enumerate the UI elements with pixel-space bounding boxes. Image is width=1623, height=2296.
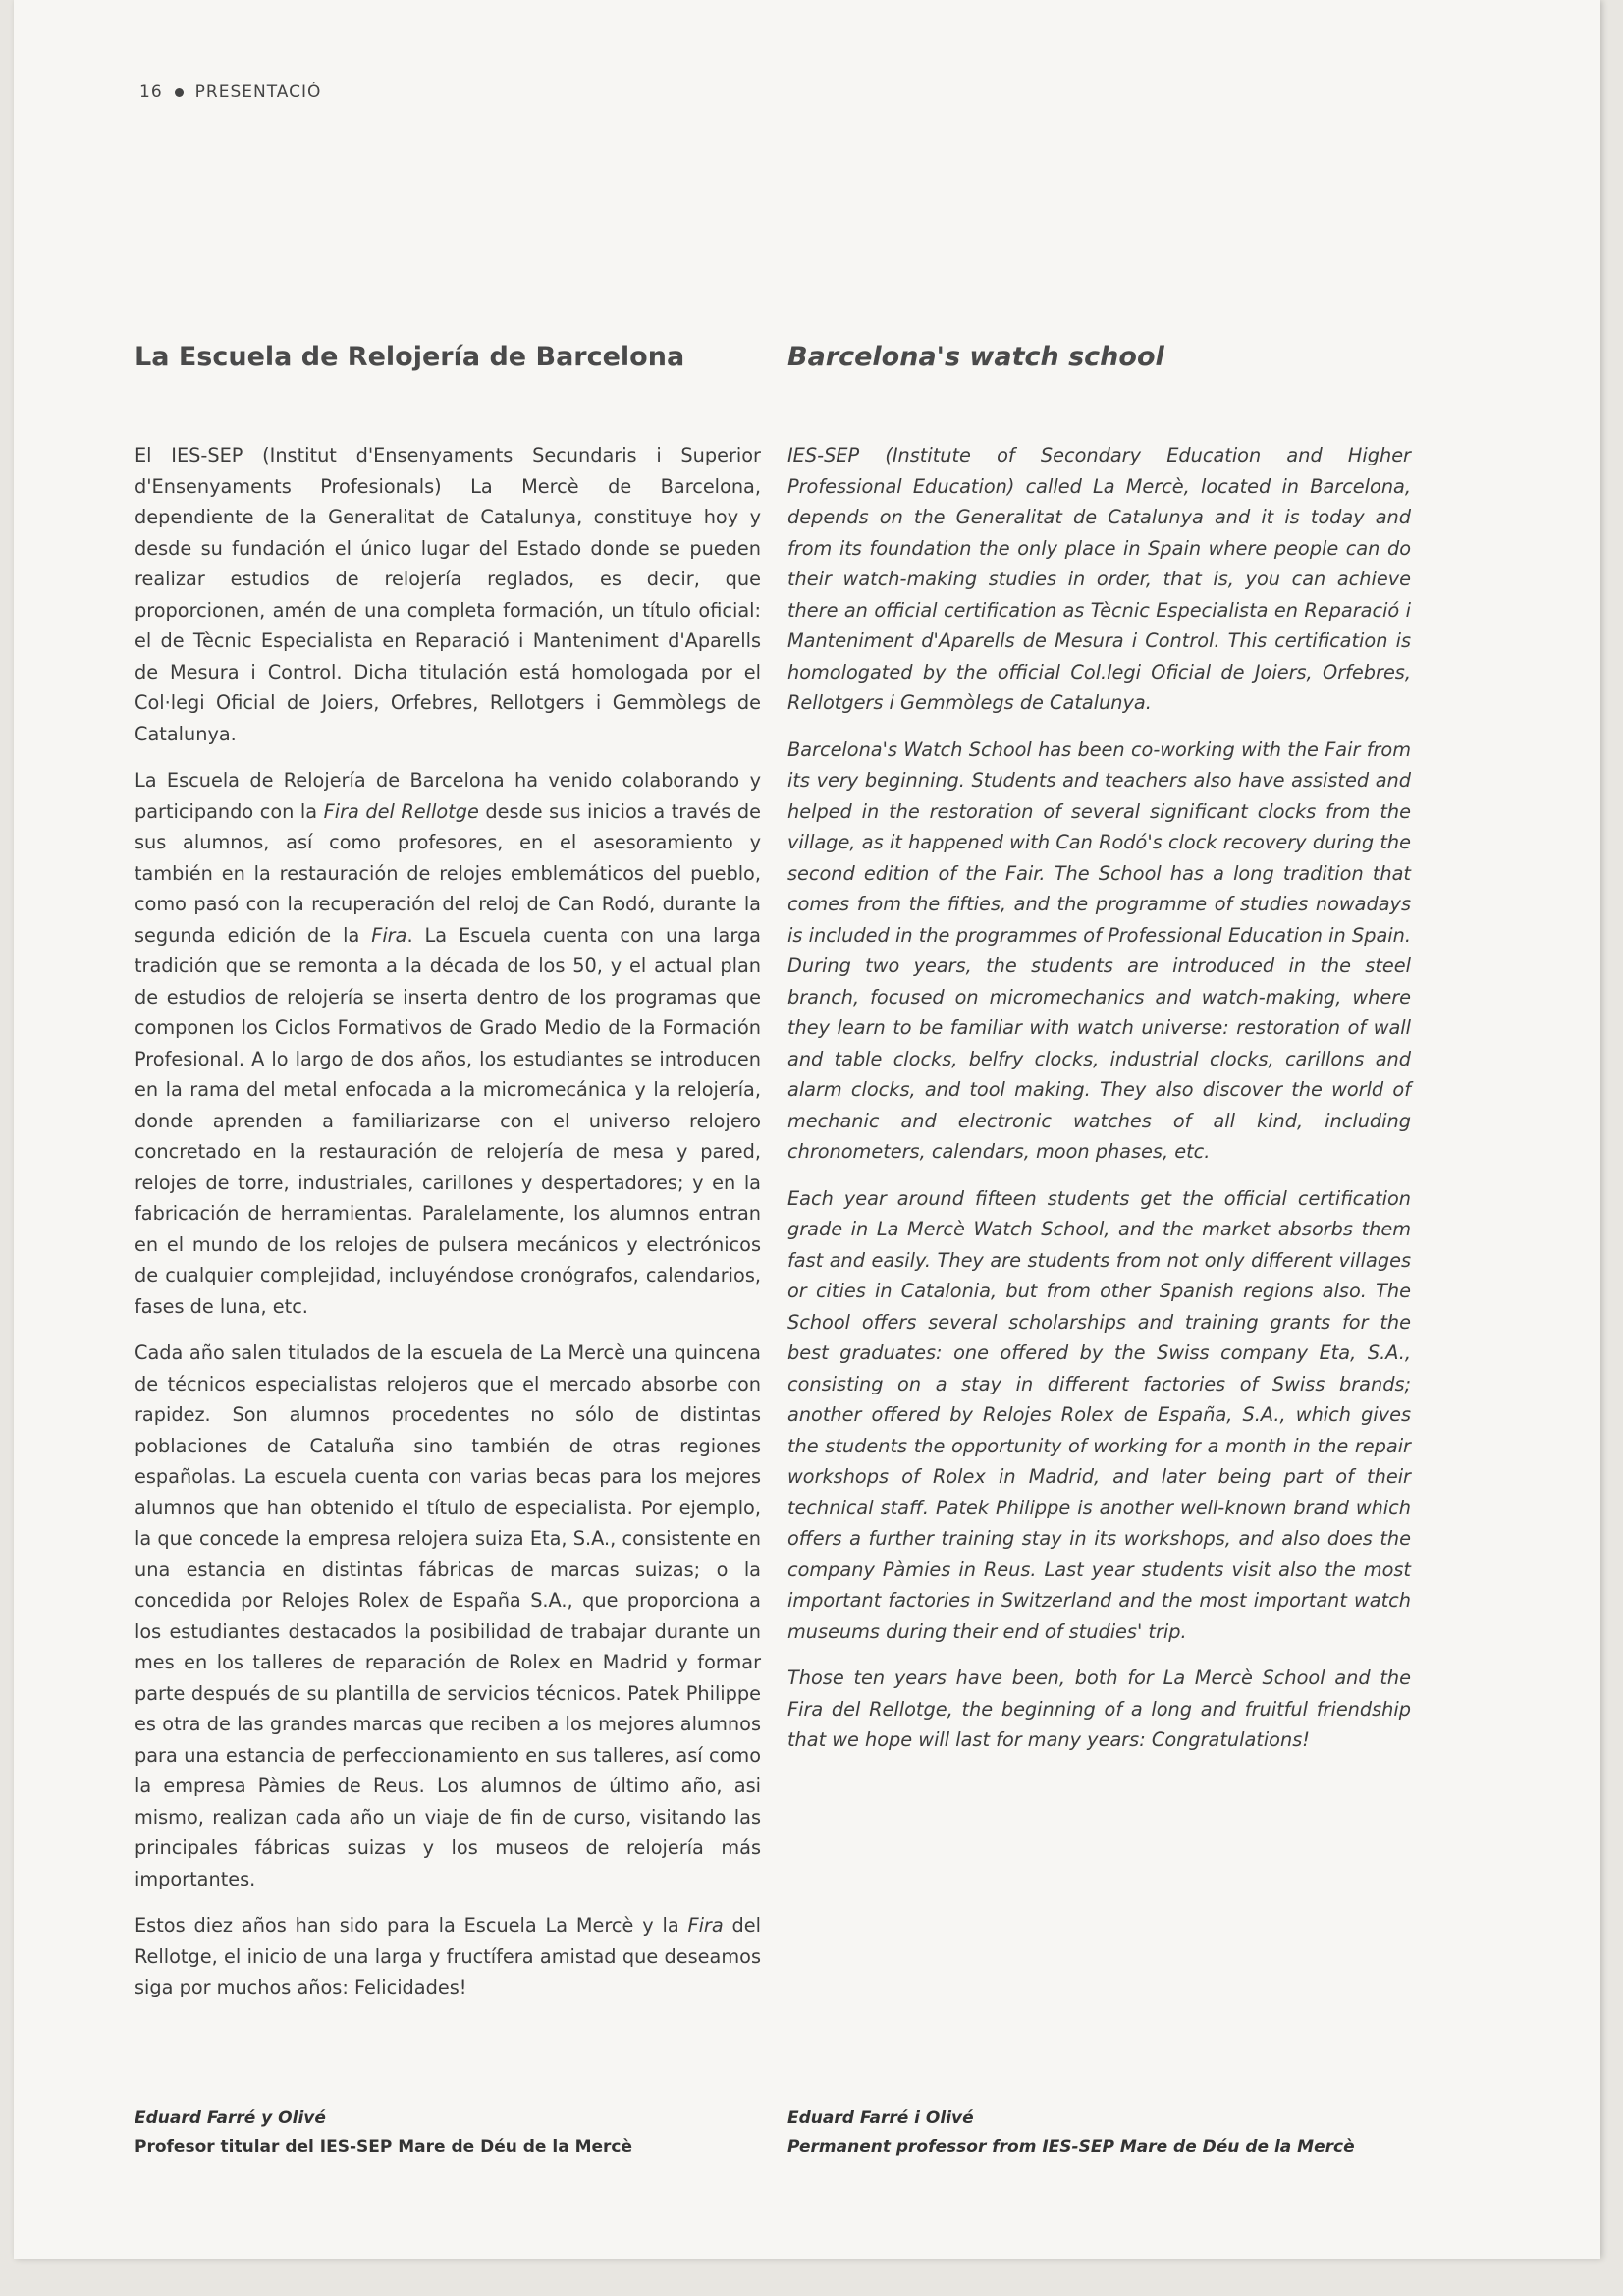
text-span: Estos diez años han sido para la Escuela La Mercè y la [135, 1914, 688, 1937]
author-name: Eduard Farré i Olivé [787, 2108, 974, 2128]
author-name: Eduard Farré y Olivé [135, 2108, 326, 2128]
page-number: 16 [139, 82, 163, 102]
text-span: del Rellotge, el inicio de una larga y fructífera amistad que deseamos siga por muchos años: Felicidades! [135, 1914, 761, 1998]
text-span: La Escuela de Relojería de Barcelona ha venido colaborando y participando con la [135, 769, 761, 823]
text-span: desde sus inicios a través de sus alumnos, así como profesores, en el asesoramiento y también en la restauración de relojes emblemáticos del pueblo, como pasó con la recuperación del reloj de Can Rodó, durante la segunda edición de la [135, 799, 761, 947]
fira-title: Fira del Rellotge [323, 799, 479, 823]
spanish-paragraph-3: Cada año salen titulados de la escuela de La Mercè una quincena de técnicos especialistas relojeros que el mercado absorbe con rapidez. Son alumnos procedentes no sólo de distintas poblaciones de Cataluña sino también de otras regiones españolas. La escuela cuenta con varias becas para los mejores alumnos que han obtenido el título de especialista. Por ejemplo, la que concede la empresa relojera suiza Eta, S.A., consistente en una estancia en distintas fábricas de marcas suizas; o la concedida por Relojes Rolex de España S.A., que proporciona a los estudiantes destacados la posibilidad de trabajar durante un mes en los talleres de reparación de Rolex en Madrid y formar parte después de su plantilla de servicios técnicos. Patek Philippe es otra de las grandes marcas que reciben a los mejores alumnos para una estancia de perfeccionamiento en sus talleres, así como la empresa Pàmies de Reus. Los alumnos de último año, asi mismo, realizan cada año un viaje de fin de curso, visitando las principales fábricas suizas y los museos de relojería más importantes. [135, 1341, 761, 1890]
page-header [139, 82, 321, 102]
english-paragraph-2: Barcelona's Watch School has been co-working with the Fair from its very beginning. Students and teachers also have assisted and helped in the restoration of several significant clocks from the village, as it happened with Can Rodó's clock recovery during the second edition of the Fair. The School has a long tradition that comes from the fifties, and the programme of studies nowadays is included in the programmes of Professional Education in Spain. During two years, the students are introduced in the steel branch, focused on micromechanics and watch-making, where they learn to be familiar with watch universe: restoration of wall and table clocks, belfry clocks, industrial clocks, carillons and alarm clocks, and tool making. They also discover the world of mechanic and electronic watches of all kind, including chronometers, calendars, moon phases, etc. [787, 738, 1411, 1163]
spanish-signature [135, 2105, 632, 2161]
spanish-paragraph-1: El IES-SEP (Institut d'Ensenyaments Secundaris i Superior d'Ensenyaments Profesionals) La Mercè de Barcelona, dependiente de la Generalitat de Catalunya, constituye hoy y desde su fundación el único lugar del Estado donde se pueden realizar estudios de relojería reglados, es decir, que proporcionen, amén de una completa formación, un título oficial: el de Tècnic Especialista en Reparació i Manteniment d'Aparells de Mesura i Control. Dicha titulación está homologada por el Col·legi Oficial de Joiers, Orfebres, Rellotgers i Gemmòlegs de Catalunya. [135, 444, 761, 745]
document-page [14, 0, 1600, 2259]
spanish-column [135, 440, 761, 2019]
english-paragraph-4: Those ten years have been, both for La Mercè School and the Fira del Rellotge, the beginning of a long and fruitful friendship that we hope will last for many years: Congratulations! [787, 1667, 1411, 1751]
english-column [787, 440, 1411, 1772]
spanish-paragraph-4 [135, 1910, 761, 2003]
author-role: Profesor titular del IES-SEP Mare de Déu de la Mercè [135, 2137, 633, 2157]
text-span: . La Escuela cuenta con una larga tradición que se remonta a la década de los 50, y el actual plan de estudios de relojería se inserta dentro de los programas que componen los Ciclos Formativos de Grado Medio de la Formación Profesional. A lo largo de dos años, los estudiantes se introducen en la rama del metal enfocada a la micromecánica y la relojería, donde aprenden a familiarizarse con el universo relojero concretado en la restauración de relojería de mesa y pared, relojes de torre, industriales, carillones y despertadores; y en la fabricación de herramientas. Paralelamente, los alumnos entran en el mundo de los relojes de pulsera mecánicos y electrónicos de cualquier complejidad, incluyéndose cronógrafos, calendarios, fases de luna, etc. [135, 923, 761, 1318]
english-title: Barcelona's watch school [787, 342, 1164, 372]
english-paragraph-1: IES-SEP (Institute of Secondary Education and Higher Professional Education) called La Mercè, located in Barcelona, depends on the Generalitat de Catalunya and it is today and from its foundation the only place in Spain where people can do their watch-making studies in order, that is, you can achieve there an official certification as Tècnic Especialista en Reparació i Manteniment d'Aparells de Mesura i Control. This certification is homologated by the official Col.legi Oficial de Joiers, Orfebres, Rellotgers i Gemmòlegs de Catalunya. [787, 444, 1411, 714]
fira-title: Fira [687, 1914, 724, 1937]
english-paragraph-3: Each year around fifteen students get the official certification grade in La Mercè Watch School, and the market absorbs them fast and easily. They are students from not only different villages or cities in Catalonia, but from other Spanish regions also. The School offers several scholarships and training grants for the best graduates: one offered by the Swiss company Eta, S.A., consisting on a stay in different factories of Swiss brands; another offered by Relojes Rolex de España, S.A., which gives the students the opportunity of working for a month in the repair workshops of Rolex in Madrid, and later being part of their technical staff. Patek Philippe is another well-known brand which offers a further training stay in its workshops, and also does the company Pàmies in Reus. Last year students visit also the most important factories in Switzerland and the most important watch museums during their end of studies' trip. [787, 1186, 1411, 1643]
fira-title: Fira [371, 923, 407, 947]
section-name: PRESENTACIÓ [194, 82, 322, 102]
spanish-title: La Escuela de Relojería de Barcelona [135, 342, 685, 372]
bullet-dot-icon [175, 88, 184, 97]
spanish-paragraph-2 [135, 765, 761, 1322]
author-role: Permanent professor from IES-SEP Mare de Déu de la Mercè [787, 2137, 1355, 2157]
english-signature [787, 2105, 1355, 2161]
